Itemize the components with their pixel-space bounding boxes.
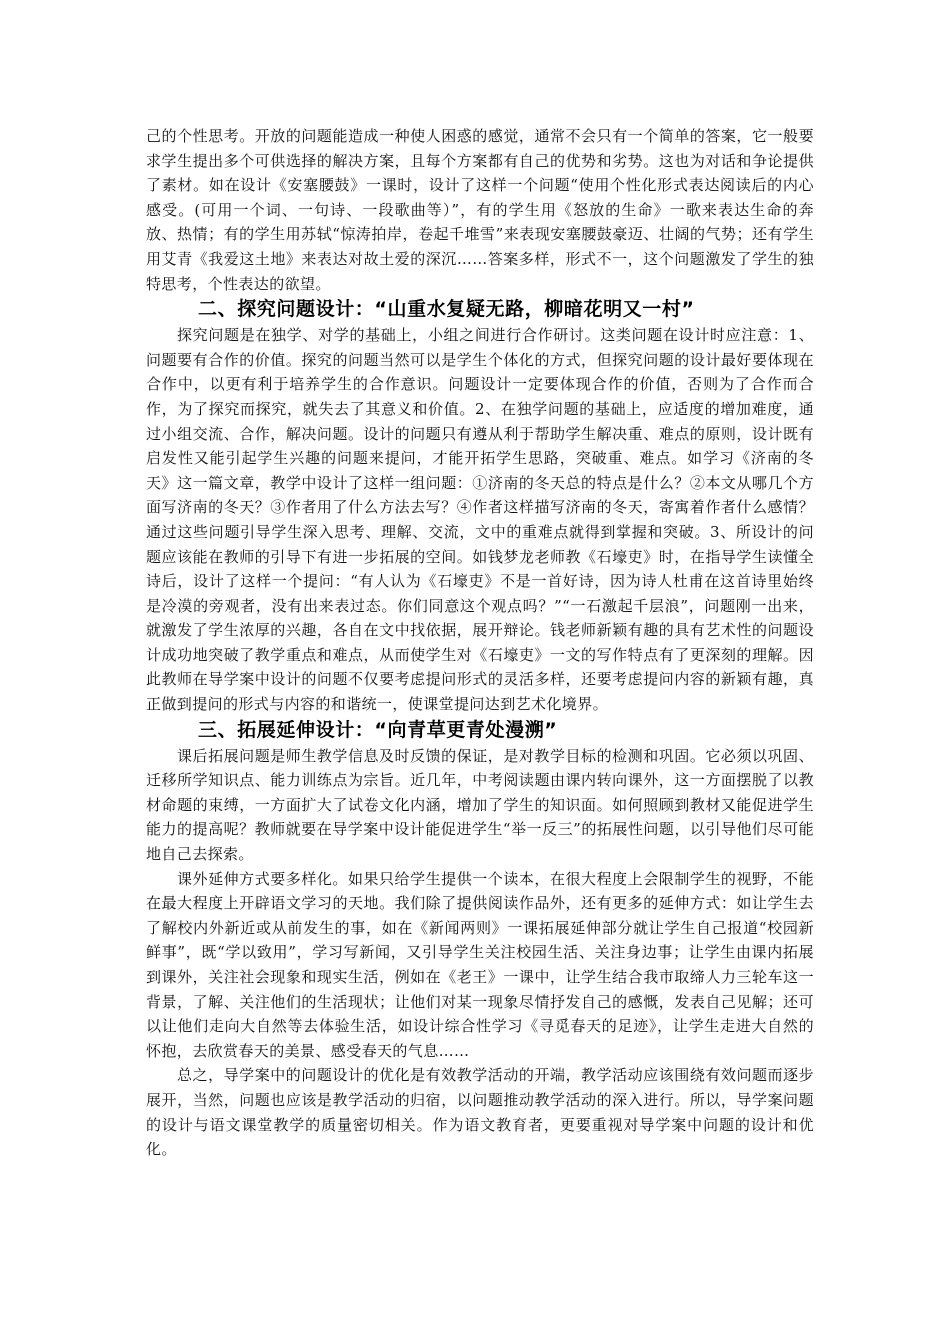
document-page bbox=[146, 124, 814, 1162]
section-heading-extension: 三、拓展延伸设计：“向青草更青处漫溯” bbox=[198, 718, 558, 741]
paragraph-extension-methods: 课外延伸方式要多样化。如果只给学生提供一个读本，在很大程度上会限制学生的视野，不能在最大程度上开辟语文学习的天地。我们除了提供阅读作品外，还有更多的延伸方式：如让学生去了解校内外新近或从前发生的事，如在《新闻两则》一课拓展延伸部分就让学生自己报道“校园新鲜事”，既“学以致用”，学习写新闻，又引导学生关注校园生活、关注身边事；让学生由课内拓展到课外，关注社会现象和现实生活，例如在《老王》一课中，让学生结合我市取缔人力三轮车这一背景，了解、关注他们的生活现状；让他们对某一现象尽情抒发自己的感慨，发表自己见解；还可以让他们走向大自然等去体验生活，如设计综合性学习《寻觅春天的足迹》，让学生走进大自然的怀抱，去欣赏春天的美景、感受春天的气息…… bbox=[146, 869, 814, 1060]
paragraph-extension-feedback: 课后拓展问题是师生教学信息及时反馈的保证，是对教学目标的检测和巩固。它必须以巩固、迁移所学知识点、能力训练点为宗旨。近几年，中考阅读题由课内转向课外，这一方面摆脱了以教材命题的束缚，一方面扩大了试卷文化内涵，增加了学生的知识面。如何照顾到教材又能促进学生能力的提高呢？教师就要在导学案中设计能促进学生“举一反三”的拓展性问题，以引导他们尽可能地自己去探索。 bbox=[146, 746, 814, 864]
paragraph-conclusion: 总之，导学案中的问题设计的优化是有效教学活动的开端，教学活动应该围绕有效问题而逐步展开，当然，问题也应该是教学活动的归宿，以问题推动教学活动的深入进行。所以，导学案问题的设计与语文课堂教学的质量密切相关。作为语文教育者，更要重视对导学案中问题的设计和优化。 bbox=[146, 1066, 814, 1159]
paragraph-intro: 己的个性思考。开放的问题能造成一种使人困惑的感觉，通常不会只有一个简单的答案，它一般要求学生提出多个可供选择的解决方案，且每个方案都有自己的优势和劣势。这也为对话和争论提供了素材。如在设计《安塞腰鼓》一课时，设计了这样一个问题“使用个性化形式表达阅读后的内心感受。(可用一个词、一句诗、一段歌曲等）”，有的学生用《怒放的生命》一歌来表达生命的奔放、热情；有的学生用苏轼“惊涛拍岸，卷起千堆雪”来表现安塞腰鼓豪迈、壮阔的气势；还有学生用艾青《我爱这土地》来表达对故土爱的深沉……答案多样，形式不一，这个问题激发了学生的独特思考，个性表达的欲望。 bbox=[146, 127, 814, 293]
paragraph-inquiry: 探究问题是在独学、对学的基础上，小组之间进行合作研讨。这类问题在设计时应注意：1、问题要有合作的价值。探究的问题当然可以是学生个体化的方式，但探究问题的设计最好要体现在合作中，以更有利于培养学生的合作意识。问题设计一定要体现合作的价值，否则为了合作而合作，为了探究而探究，就失去了其意义和价值。2、在独学问题的基础上，应适度的增加难度，通过小组交流、合作，解决问题。设计的问题只有遵从利于帮助学生解决重、难点的原则，设计既有启发性又能引起学生兴趣的问题来提问，才能开拓学生思路，突破重、难点。如学习《济南的冬天》这一篇文章，教学中设计了这样一组问题：①济南的冬天总的特点是什么？②本文从哪几个方面写济南的冬天？③作者用了什么方法去写？④作者这样描写济南的冬天，寄寓着作者什么感情？通过这些问题引导学生深入思考、理解、交流，文中的重难点就得到掌握和突破。3、所设计的问题应该能在教师的引导下有进一步拓展的空间。如钱梦龙老师教《石壕吏》时，在指导学生读懂全诗后，设计了这样一个提问：“有人认为《石壕吏》不是一首好诗，因为诗人杜甫在这首诗里始终是冷漠的旁观者，没有出来表过态。你们同意这个观点吗？”“一石激起千层浪”，问题刚一出来，就激发了学生浓厚的兴趣，各自在文中找依据，展开辩论。钱老师新颖有趣的具有艺术性的问题设计成功地突破了教学重点和难点，从而使学生对《石壕吏》一文的写作特点有了更深刻的理解。因此教师在导学案中设计的问题不仅要考虑提问形式的灵活多样，还要考虑提问内容的新颖有趣，真正做到提问的形式与内容的和谐统一，使课堂提问达到艺术化境界。 bbox=[146, 326, 814, 714]
section-heading-inquiry: 二、探究问题设计：“山重水复疑无路，柳暗花明又一村” bbox=[198, 298, 695, 321]
